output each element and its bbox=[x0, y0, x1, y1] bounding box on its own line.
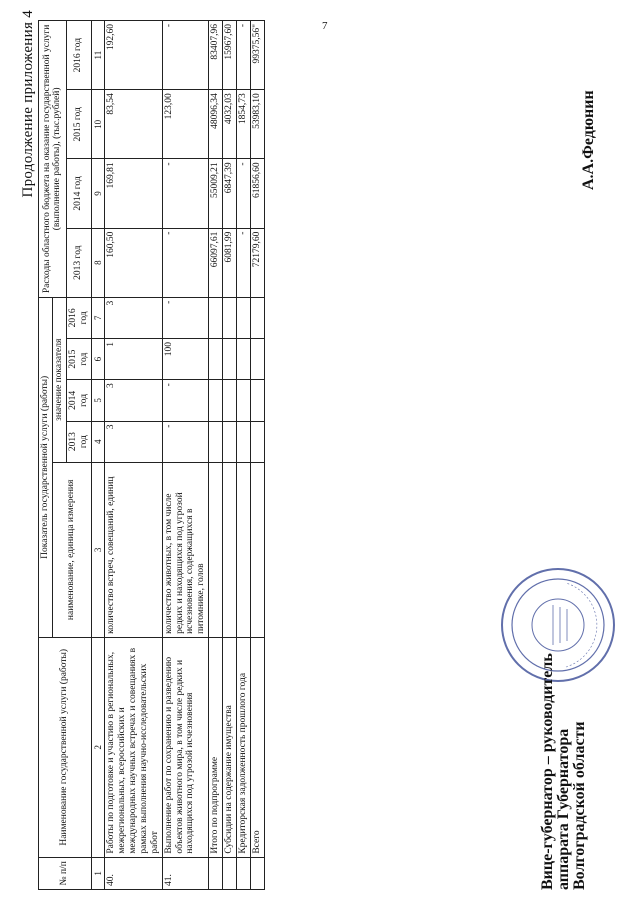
row-indicator-value bbox=[223, 338, 237, 379]
row-service-name: Выполнение работ по сохранению и разведению объектов животного мира, в том числе редких и находящихся под угрозой исчезновения bbox=[162, 637, 209, 857]
row-expense-value: 83407,96 bbox=[209, 21, 223, 90]
col-unit-header: наименование, единица измерения bbox=[52, 462, 91, 637]
column-number: 9 bbox=[91, 159, 104, 228]
row-unit: количество животных, в том числе редких и находящихся под угрозой исчезновения, содержащихся в питомнике, голов bbox=[162, 462, 209, 637]
row-indicator-value bbox=[251, 338, 265, 379]
col-expenses-header: Расходы областного бюджета на оказание государственной услуги (выполнение работы), (тыс.рублей) bbox=[39, 21, 67, 298]
signature-line: аппарата Губернатора bbox=[555, 728, 572, 890]
row-number bbox=[237, 857, 251, 889]
row-number bbox=[251, 857, 265, 889]
row-indicator-value bbox=[223, 297, 237, 338]
column-number: 8 bbox=[91, 228, 104, 297]
row-indicator-value bbox=[237, 297, 251, 338]
row-number: 40. bbox=[105, 857, 163, 889]
table-row bbox=[209, 21, 223, 890]
row-expense-value: 72179,60 bbox=[251, 228, 265, 297]
row-indicator-value: 3 bbox=[105, 380, 163, 421]
column-number: 1 bbox=[91, 857, 104, 889]
row-expense-value: 1854,73 bbox=[237, 90, 251, 159]
budget-table bbox=[38, 20, 265, 890]
row-indicator-value bbox=[251, 421, 265, 462]
row-indicator-value bbox=[209, 338, 223, 379]
row-number bbox=[223, 857, 237, 889]
row-expense-value: 48096,34 bbox=[209, 90, 223, 159]
row-indicator-value bbox=[209, 421, 223, 462]
row-expense-value: - bbox=[237, 159, 251, 228]
table-row bbox=[237, 21, 251, 890]
row-unit bbox=[223, 462, 237, 637]
table-row bbox=[105, 21, 163, 890]
row-indicator-value: 1 bbox=[105, 338, 163, 379]
column-number-row bbox=[91, 21, 104, 890]
table-body bbox=[105, 21, 265, 890]
year-header: 2014 год bbox=[66, 380, 91, 421]
year-header: 2013 год bbox=[66, 421, 91, 462]
expense-year-header: 2016 год bbox=[66, 21, 91, 90]
expense-year-header: 2014 год bbox=[66, 159, 91, 228]
row-indicator-value bbox=[237, 421, 251, 462]
col-values-header: значение показателя bbox=[52, 297, 66, 462]
signature-line: Вице-губернатор – руководитель bbox=[539, 653, 556, 890]
row-expense-value: - bbox=[237, 21, 251, 90]
column-number: 10 bbox=[91, 90, 104, 159]
row-expense-value: 55009,21 bbox=[209, 159, 223, 228]
column-number: 2 bbox=[91, 637, 104, 857]
page-number: 7 bbox=[322, 20, 328, 32]
column-number: 6 bbox=[91, 338, 104, 379]
row-expense-value: 160,50 bbox=[105, 228, 163, 297]
expense-year-header: 2015 год bbox=[66, 90, 91, 159]
row-unit bbox=[209, 462, 223, 637]
table-row bbox=[162, 21, 209, 890]
row-unit: количество встреч, совещаний, единиц bbox=[105, 462, 163, 637]
row-expense-value: 4032,03 bbox=[223, 90, 237, 159]
table-row bbox=[251, 21, 265, 890]
row-service-name: Кредиторская задолженность прошлого года bbox=[237, 637, 251, 857]
row-expense-value: 99375,56" bbox=[251, 21, 265, 90]
signature-line: Волгоградской области bbox=[571, 721, 588, 890]
row-unit bbox=[251, 462, 265, 637]
expense-year-header: 2013 год bbox=[66, 228, 91, 297]
row-indicator-value bbox=[251, 297, 265, 338]
column-number: 11 bbox=[91, 21, 104, 90]
year-header: 2016 год bbox=[66, 297, 91, 338]
year-header: 2015 год bbox=[66, 338, 91, 379]
row-expense-value: - bbox=[237, 228, 251, 297]
row-indicator-value: 3 bbox=[105, 421, 163, 462]
signature-block bbox=[540, 590, 588, 890]
row-indicator-value bbox=[209, 380, 223, 421]
row-expense-value: 6847,39 bbox=[223, 159, 237, 228]
signatory-name: А.А.Федюнин bbox=[580, 90, 597, 190]
row-indicator-value: 3 bbox=[105, 297, 163, 338]
row-expense-value: - bbox=[162, 21, 209, 90]
row-expense-value: 6081,99 bbox=[223, 228, 237, 297]
table-row bbox=[223, 21, 237, 890]
row-service-name: Итого по подпрограмме bbox=[209, 637, 223, 857]
appendix-title: Продолжение приложения 4 bbox=[20, 10, 36, 198]
row-expense-value: 61856,60 bbox=[251, 159, 265, 228]
row-indicator-value: - bbox=[162, 380, 209, 421]
row-indicator-value: 100 bbox=[162, 338, 209, 379]
row-expense-value: 123,00 bbox=[162, 90, 209, 159]
row-expense-value: - bbox=[162, 159, 209, 228]
row-indicator-value bbox=[223, 421, 237, 462]
column-number: 5 bbox=[91, 380, 104, 421]
row-indicator-value bbox=[251, 380, 265, 421]
column-number: 3 bbox=[91, 462, 104, 637]
row-expense-value: 83,54 bbox=[105, 90, 163, 159]
col-no-header: № п/п bbox=[39, 857, 92, 889]
row-expense-value: - bbox=[162, 228, 209, 297]
row-number: 41. bbox=[162, 857, 209, 889]
row-indicator-value: - bbox=[162, 297, 209, 338]
row-number bbox=[209, 857, 223, 889]
col-service-header: Наименование государственной услуги (работы) bbox=[39, 637, 92, 857]
row-indicator-value bbox=[237, 338, 251, 379]
column-number: 4 bbox=[91, 421, 104, 462]
row-expense-value: 15967,60 bbox=[223, 21, 237, 90]
row-service-name: Работы по подготовке и участию в региональных, межрегиональных, всероссийских и международных научных встречах и совещаниях в рамках выполнения научно-исследовательских работ bbox=[105, 637, 163, 857]
row-service-name: Субсидии на содержание имущества bbox=[223, 637, 237, 857]
row-expense-value: 53983,10 bbox=[251, 90, 265, 159]
document-sheet bbox=[20, 10, 620, 890]
row-indicator-value: - bbox=[162, 421, 209, 462]
row-unit bbox=[237, 462, 251, 637]
column-number: 7 bbox=[91, 297, 104, 338]
row-service-name: Всего bbox=[251, 637, 265, 857]
row-expense-value: 169,81 bbox=[105, 159, 163, 228]
col-indicator-header: Показатель государственной услуги (работы) bbox=[39, 297, 53, 637]
row-indicator-value bbox=[209, 297, 223, 338]
row-indicator-value bbox=[237, 380, 251, 421]
row-indicator-value bbox=[223, 380, 237, 421]
row-expense-value: 192,60 bbox=[105, 21, 163, 90]
row-expense-value: 66097,61 bbox=[209, 228, 223, 297]
